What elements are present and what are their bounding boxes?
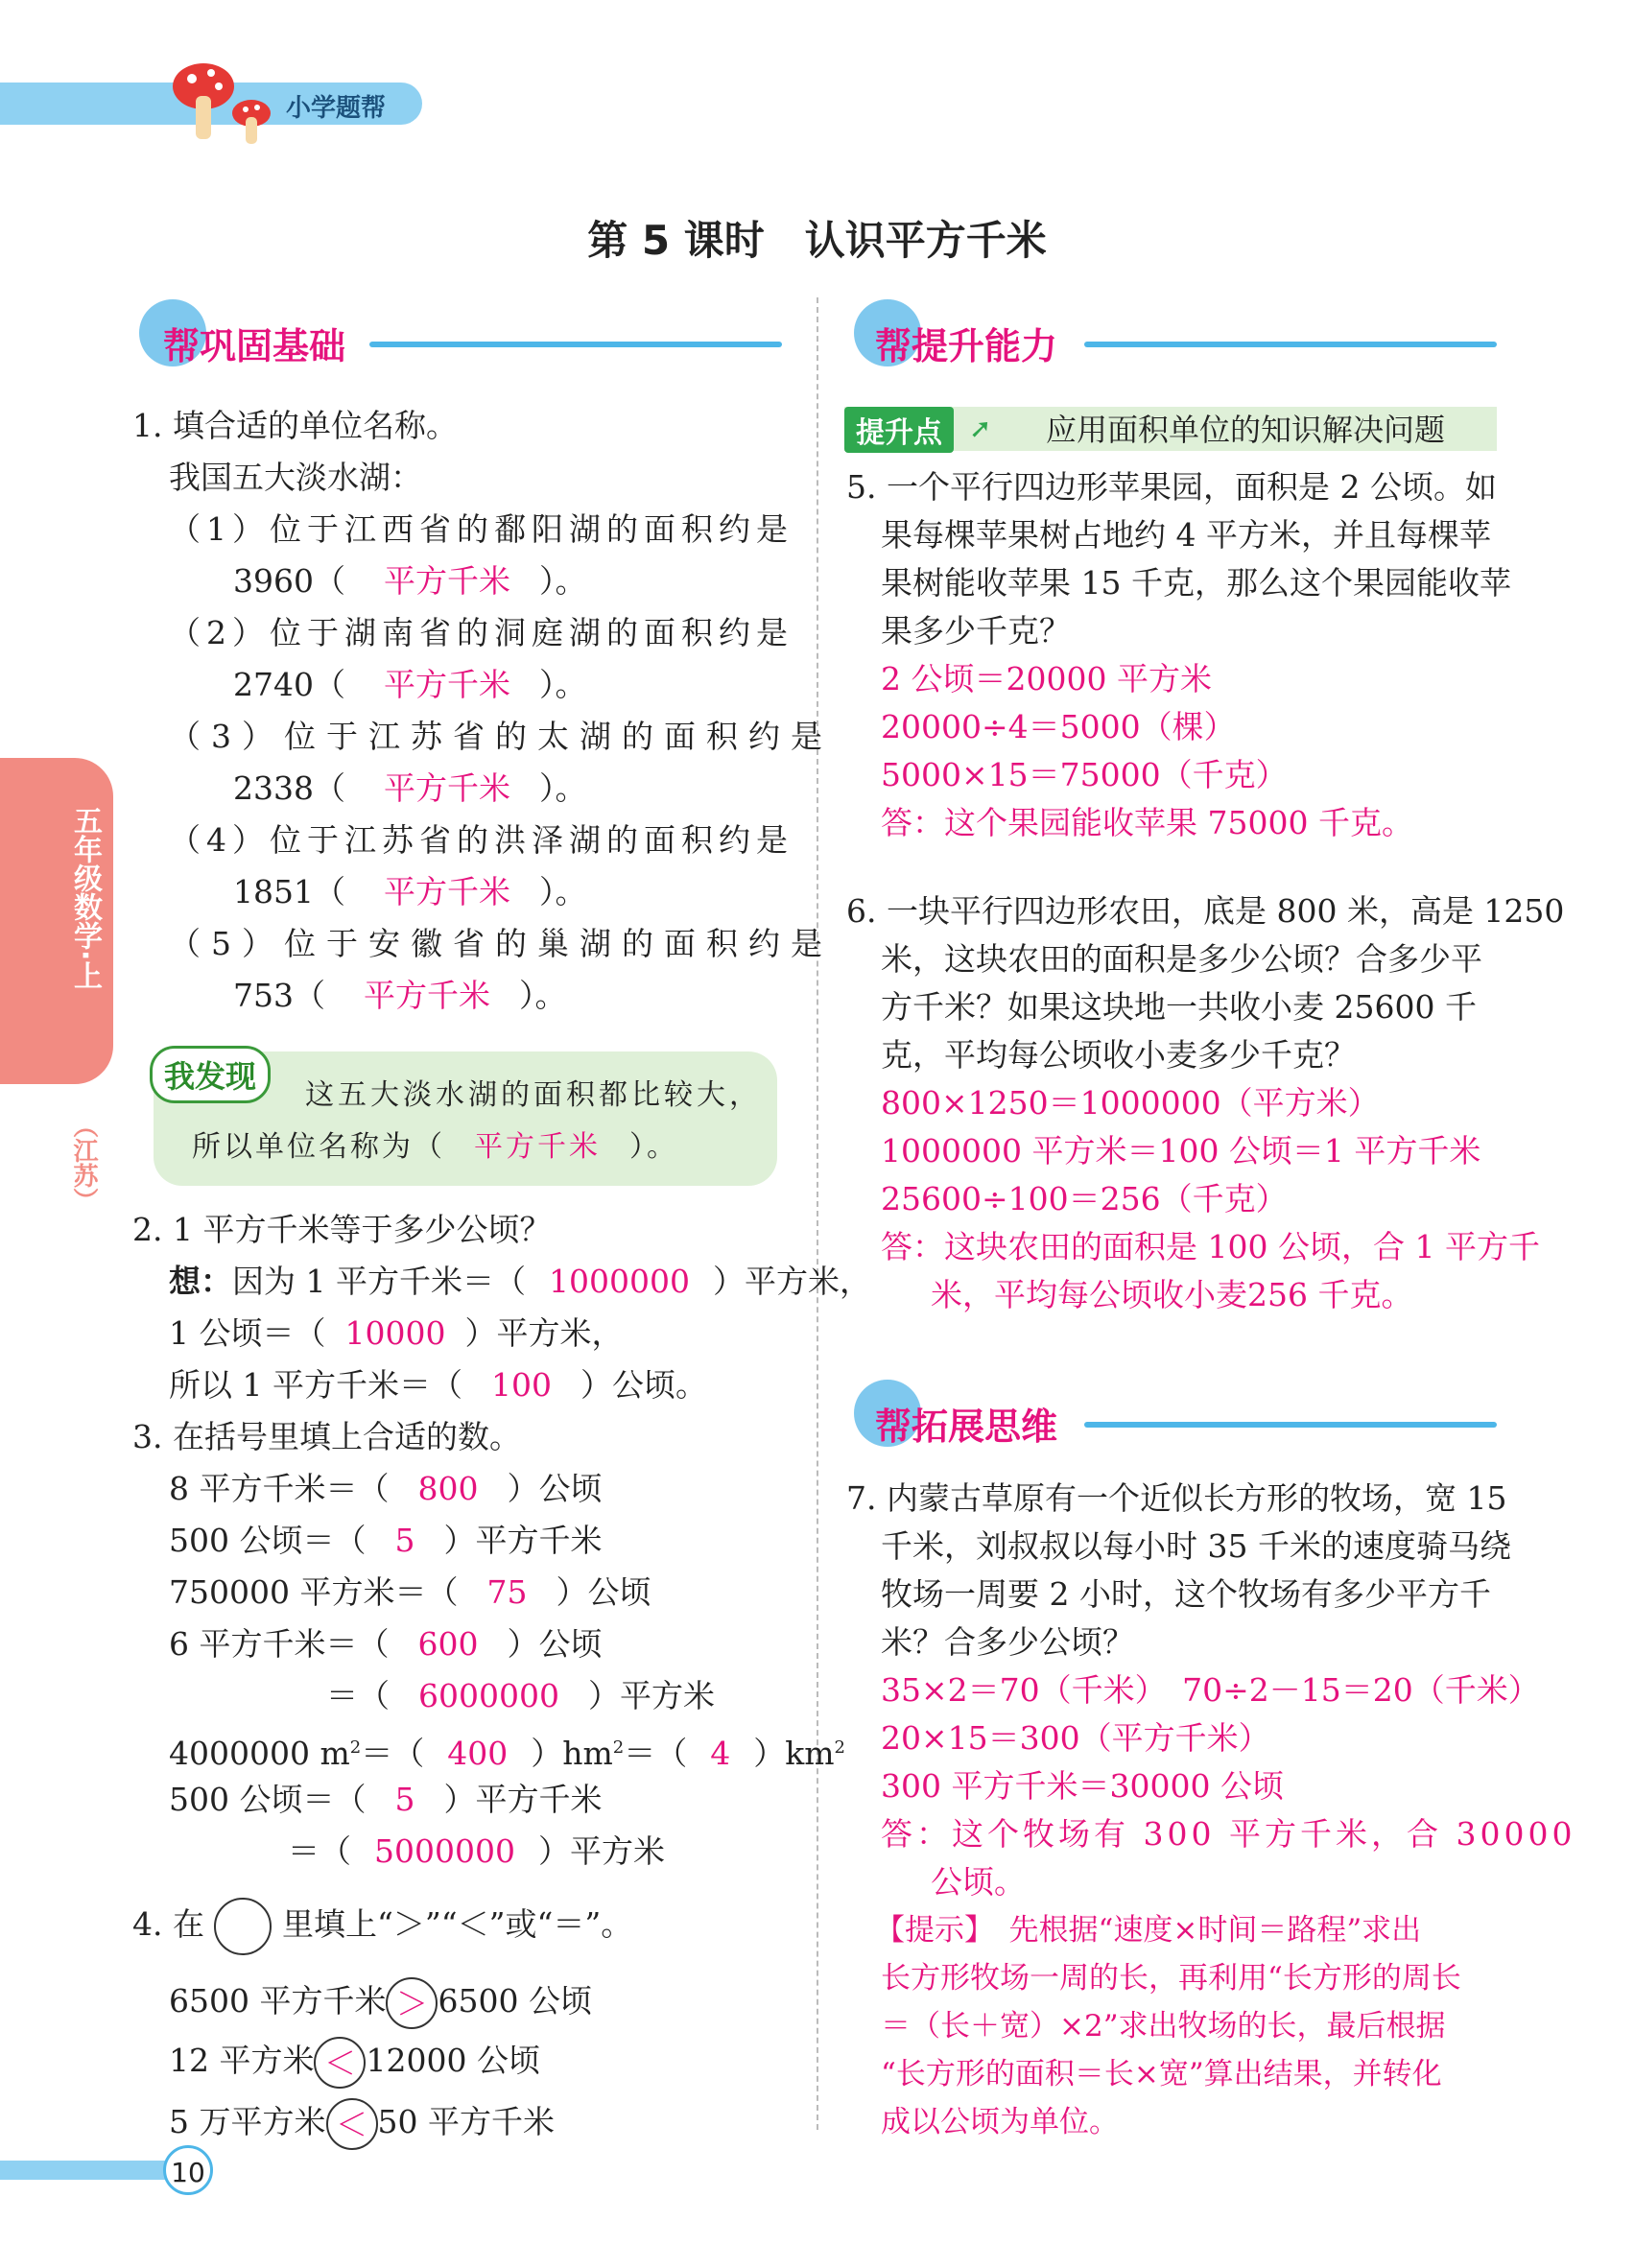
q5-answer-2: 20000÷4＝5000（棵）	[881, 708, 1236, 745]
q7-hint-4: “长方形的面积＝长×宽”算出结果，并转化	[881, 2057, 1442, 2091]
q1-item-3-answer: 2338（ 平方千米 ）。	[233, 769, 587, 807]
q3-row-3: 750000 平方米＝（ 75 ）公顷	[169, 1573, 651, 1611]
q6-line-4: 克，平均每公顷收小麦多少千克？	[881, 1036, 1356, 1074]
q1-intro: 我国五大淡水湖：	[169, 459, 422, 496]
compare-circle[interactable]: ＜	[326, 2098, 378, 2150]
q3-row-8: ＝（ 5000000 ）平方米	[288, 1832, 665, 1870]
section-line-basic	[369, 342, 782, 347]
q6-answer-5: 米，平均每公顷收小麦256 千克。	[931, 1276, 1413, 1313]
side-tab-grade: 五年级数学·上	[68, 806, 102, 990]
q5-answer-4: 答：这个果园能收苹果 75000 千克。	[881, 804, 1413, 841]
q5-line-2: 果每棵苹果树占地约 4 平方米，并且每棵苹	[881, 516, 1491, 554]
q3-stem: 3. 在括号里填上合适的数。	[132, 1418, 521, 1455]
column-divider	[817, 297, 818, 2130]
q7-answer-4: 答：这个牧场有 300 平方千米，合 30000	[881, 1815, 1576, 1853]
improve-point-text: 应用面积单位的知识解决问题	[1046, 412, 1446, 448]
q1-item-5: （5）位于安徽省的巢湖的面积约是	[169, 925, 833, 962]
q5-line-1: 5. 一个平行四边形苹果园，面积是 2 公顷。如	[846, 468, 1497, 506]
q7-line-3: 牧场一周要 2 小时，这个牧场有多少平方千	[881, 1575, 1491, 1613]
q2-think-2: 1 公顷＝（ 10000 ）平方米，	[169, 1314, 624, 1352]
q3-row-6: 4000000 $m^2=$（ 400 ）$hm^2=$（ 4 ）$km^2$	[169, 1735, 845, 1772]
q6-line-2: 米，这块农田的面积是多少公顷？合多少平	[881, 940, 1482, 978]
q2-think-1: 想：因为 1 平方千米＝（ 1000000 ）平方米，	[169, 1263, 871, 1300]
q7-hint-5: 成以公顷为单位。	[881, 2105, 1119, 2139]
q7-hint-1: 【提示】 先根据“速度×时间＝路程”求出	[875, 1913, 1422, 1948]
compare-circle[interactable]: ＞	[386, 1977, 438, 2029]
q3-row-5: ＝（ 6000000 ）平方米	[326, 1677, 715, 1714]
q4-row-2: 12 平方米 ＜ 12000 公顷	[169, 2032, 540, 2090]
page-number: 10	[163, 2145, 213, 2195]
section-line-improve	[1084, 342, 1497, 347]
mushroom-logo-icon	[163, 58, 278, 153]
q1-stem: 1. 填合适的单位名称。	[132, 407, 458, 444]
q3-row-7: 500 公顷＝（ 5 ）平方千米	[169, 1781, 603, 1818]
q7-answer-2: 20×15＝300（平方千米）	[881, 1719, 1270, 1757]
q6-answer-2: 1000000 平方米＝100 公顷＝1 平方千米	[881, 1132, 1481, 1169]
q1-item-4-answer: 1851（ 平方千米 ）。	[233, 873, 587, 910]
improve-point-tag: 提升点	[844, 407, 954, 453]
q3-row-1: 8 平方千米＝（ 800 ）公顷	[169, 1470, 603, 1507]
arrow-icon: ➚	[969, 413, 992, 444]
page-title: 第 5 课时 认识平方千米	[587, 217, 1047, 264]
section-title-improve: 帮提升能力	[875, 325, 1058, 367]
q1-item-5-answer: 753（ 平方千米 ）。	[233, 977, 567, 1014]
q5-line-4: 果多少千克？	[881, 612, 1071, 650]
compare-circle[interactable]: ＜	[314, 2037, 366, 2089]
q2-think-3: 所以 1 平方千米＝（ 100 ）公顷。	[169, 1366, 707, 1404]
q7-hint-2: 长方形牧场一周的长，再利用“长方形的周长	[881, 1961, 1461, 1996]
q7-hint-3: ＝（长＋宽）×2”求出牧场的长，最后根据	[881, 2009, 1446, 2044]
q6-answer-4: 答：这块农田的面积是 100 公顷，合 1 平方千	[881, 1228, 1540, 1265]
q1-item-3: （3）位于江苏省的太湖的面积约是	[169, 718, 833, 755]
section-line-expand	[1084, 1422, 1497, 1428]
section-title-expand: 帮拓展思维	[875, 1406, 1058, 1448]
q6-line-1: 6. 一块平行四边形农田，底是 800 米，高是 1250	[846, 892, 1565, 930]
section-title-basic: 帮巩固基础	[163, 325, 346, 367]
q6-answer-3: 25600÷100＝256（千克）	[881, 1180, 1288, 1217]
discover-text-2: 所以单位名称为（ 平方千米 ）。	[192, 1130, 678, 1164]
q4-row-3: 5 万平方米 ＜ 50 平方千米	[169, 2093, 555, 2151]
q6-line-3: 方千米？如果这块地一共收小麦 25600 千	[881, 988, 1477, 1026]
q5-answer-3: 5000×15＝75000（千克）	[881, 756, 1288, 793]
q7-line-4: 米？合多少公顷？	[881, 1623, 1134, 1661]
discover-tag: 我发现	[150, 1046, 271, 1103]
q7-line-2: 千米，刘叔叔以每小时 35 千米的速度骑马绕	[881, 1527, 1511, 1565]
q1-item-1: （1）位于江西省的鄱阳湖的面积约是	[169, 510, 793, 548]
q1-item-1-answer: 3960（ 平方千米 ）。	[233, 562, 587, 600]
q3-row-4: 6 平方千米＝（ 600 ）公顷	[169, 1625, 603, 1663]
blank-circle-icon	[214, 1898, 272, 1955]
q7-answer-3: 300 平方千米＝30000 公顷	[881, 1767, 1284, 1805]
brand-label: 小学题帮	[286, 94, 387, 123]
q7-answer-1: 35×2＝70（千米） 70÷2－15＝20（千米）	[881, 1671, 1540, 1709]
q4-row-1: 6500 平方千米 ＞ 6500 公顷	[169, 1973, 592, 2030]
q6-answer-1: 800×1250＝1000000（平方米）	[881, 1084, 1380, 1122]
q7-line-1: 7. 内蒙古草原有一个近似长方形的牧场，宽 15	[846, 1479, 1507, 1517]
q5-line-3: 果树能收苹果 15 千克，那么这个果园能收苹	[881, 564, 1511, 602]
q4-stem: 4. 在 里填上“＞”“＜”或“＝”。	[132, 1896, 632, 1955]
q7-answer-5: 公顷。	[931, 1863, 1026, 1901]
q1-item-4: （4）位于江苏省的洪泽湖的面积约是	[169, 821, 793, 859]
discover-text-1: 这五大淡水湖的面积都比较大，	[305, 1078, 762, 1112]
side-tab-region: （江苏）	[69, 1113, 98, 1213]
q5-answer-1: 2 公顷＝20000 平方米	[881, 660, 1212, 697]
q2-stem: 2. 1 平方千米等于多少公顷？	[132, 1211, 552, 1248]
q3-row-2: 500 公顷＝（ 5 ）平方千米	[169, 1522, 603, 1559]
q1-item-2: （2）位于湖南省的洞庭湖的面积约是	[169, 614, 793, 651]
q1-item-2-answer: 2740（ 平方千米 ）。	[233, 666, 587, 703]
